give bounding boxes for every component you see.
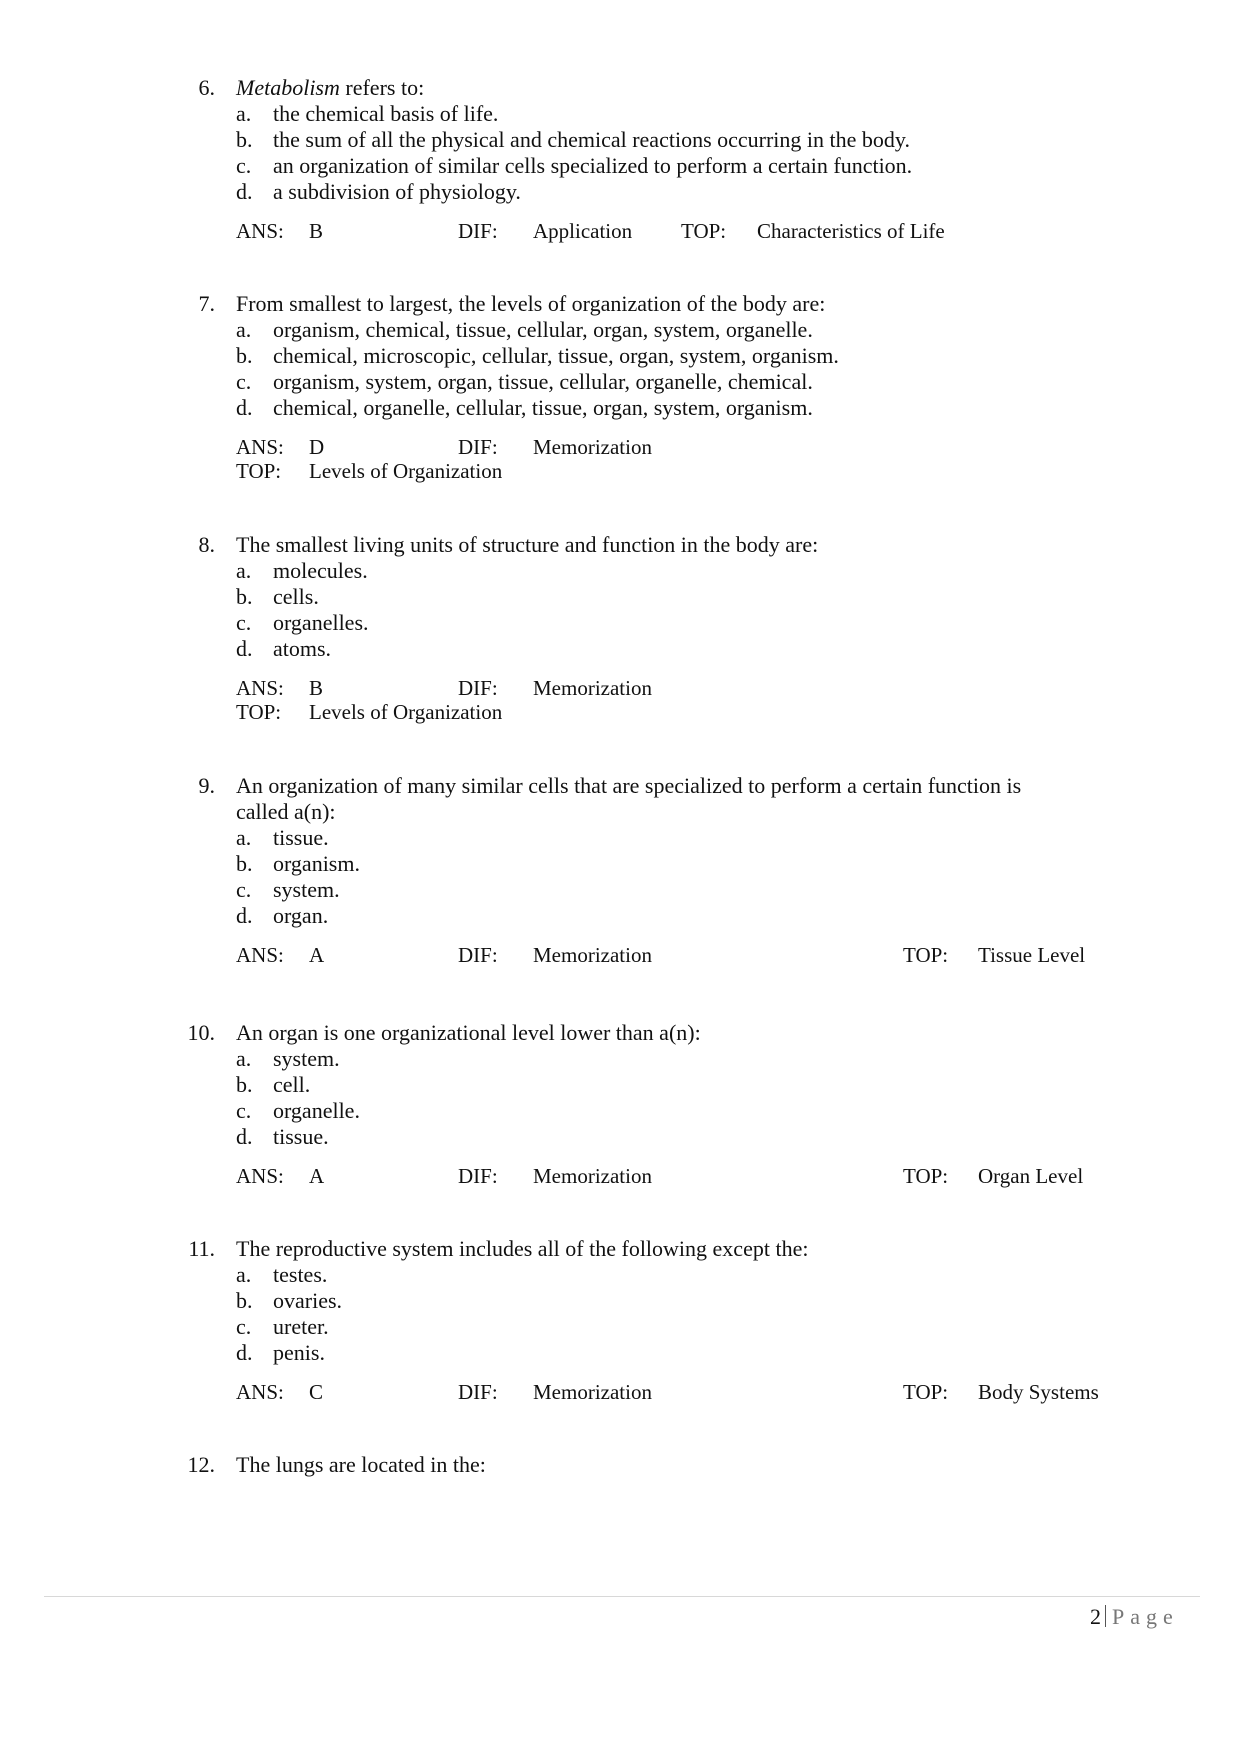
question-number: 11. [188,1236,215,1261]
dif-value: Memorization [533,676,652,700]
dif-label: DIF: [458,943,498,967]
option-text: organelle. [273,1098,360,1123]
question-number: 9. [198,773,215,798]
option-letter: c. [236,1314,252,1339]
option-letter: b. [236,1288,253,1313]
option-letter: a. [236,1262,252,1287]
option-letter: c. [236,369,252,394]
ans-label: ANS: [236,676,284,700]
option-letter: c. [236,610,252,635]
stem-text: called a(n): [236,799,336,824]
ans-label: ANS: [236,435,284,459]
dif-value: Application [533,219,633,243]
dif-value: Memorization [533,435,652,459]
page-footer [1090,1603,1179,1631]
option-letter: a. [236,1046,252,1071]
option-letter: a. [236,317,252,342]
ans-label: ANS: [236,1380,284,1404]
option-text: organism. [273,851,360,876]
ans-value: C [309,1380,324,1404]
ans-label: ANS: [236,219,284,243]
top-label: TOP: [903,943,949,967]
footer-separator [1105,1605,1106,1627]
page-label: Page [1112,1604,1179,1629]
dif-label: DIF: [458,435,498,459]
top-value: Tissue Level [978,943,1086,967]
option-letter: b. [236,584,253,609]
top-label: TOP: [236,700,282,724]
option-text: organ. [273,903,329,928]
dif-label: DIF: [458,219,498,243]
option-text: penis. [273,1340,325,1365]
option-text: testes. [273,1262,328,1287]
option-text: molecules. [273,558,368,583]
ans-value: B [309,676,324,700]
option-text: cell. [273,1072,311,1097]
option-text: organism, chemical, tissue, cellular, organ, system, organelle. [273,317,813,342]
question-number: 8. [198,532,215,557]
top-value: Levels of Organization [309,700,503,724]
stem-text: From smallest to largest, the levels of organization of the body are: [236,291,826,316]
option-text: organism, system, organ, tissue, cellular, organelle, chemical. [273,369,813,394]
stem-text: The reproductive system includes all of the following except the: [236,1236,809,1261]
top-value: Body Systems [978,1380,1099,1404]
option-letter: a. [236,101,252,126]
option-letter: b. [236,851,253,876]
top-value: Characteristics of Life [757,219,945,243]
dif-label: DIF: [458,1164,498,1188]
option-letter: d. [236,1124,253,1149]
option-text: ovaries. [273,1288,343,1313]
option-text: tissue. [273,825,329,850]
option-text: the sum of all the physical and chemical reactions occurring in the body. [273,127,910,152]
stem-italic-term: Metabolism [236,75,340,100]
option-letter: b. [236,1072,253,1097]
ans-label: ANS: [236,943,284,967]
stem-text: The smallest living units of structure and function in the body are: [236,532,819,557]
option-letter: d. [236,179,253,204]
question-number: 6. [198,75,215,100]
dif-label: DIF: [458,1380,498,1404]
option-letter: c. [236,153,252,178]
option-letter: b. [236,343,253,368]
option-text: organelles. [273,610,369,635]
option-letter: c. [236,877,252,902]
option-letter: d. [236,1340,253,1365]
option-text: an organization of similar cells specialized to perform a certain function. [273,153,913,178]
option-letter: d. [236,903,253,928]
question-number: 12. [187,1452,215,1477]
dif-label: DIF: [458,676,498,700]
option-letter: a. [236,825,252,850]
ans-value: A [309,943,325,967]
top-label: TOP: [236,459,282,483]
ans-label: ANS: [236,1164,284,1188]
option-text: a subdivision of physiology. [273,179,521,204]
stem-text: The lungs are located in the: [236,1452,486,1477]
option-text: ureter. [273,1314,329,1339]
option-text: system. [273,877,340,902]
top-label: TOP: [903,1164,949,1188]
option-letter: d. [236,636,253,661]
top-value: Organ Level [978,1164,1084,1188]
option-text: tissue. [273,1124,329,1149]
stem-text: An organization of many similar cells that are specialized to perform a certain function is [236,773,1022,798]
question-number: 10. [187,1020,215,1045]
footer-divider [44,1596,1200,1597]
option-letter: d. [236,395,253,420]
option-text: chemical, organelle, cellular, tissue, organ, system, organism. [273,395,813,420]
top-label: TOP: [903,1380,949,1404]
ans-value: B [309,219,324,243]
dif-value: Memorization [533,1164,652,1188]
option-letter: c. [236,1098,252,1123]
ans-value: D [309,435,325,459]
option-letter: a. [236,558,252,583]
dif-value: Memorization [533,943,652,967]
option-text: system. [273,1046,340,1071]
question-number: 7. [198,291,215,316]
dif-value: Memorization [533,1380,652,1404]
option-text: the chemical basis of life. [273,101,499,126]
stem-text: refers to: [339,75,425,100]
page-number: 2 [1090,1604,1101,1629]
option-text: atoms. [273,636,332,661]
option-text: cells. [273,584,319,609]
option-text: chemical, microscopic, cellular, tissue, organ, system, organism. [273,343,839,368]
top-value: Levels of Organization [309,459,503,483]
stem-text: An organ is one organizational level lower than a(n): [236,1020,701,1045]
ans-value: A [309,1164,325,1188]
option-letter: b. [236,127,253,152]
top-label: TOP: [681,219,727,243]
